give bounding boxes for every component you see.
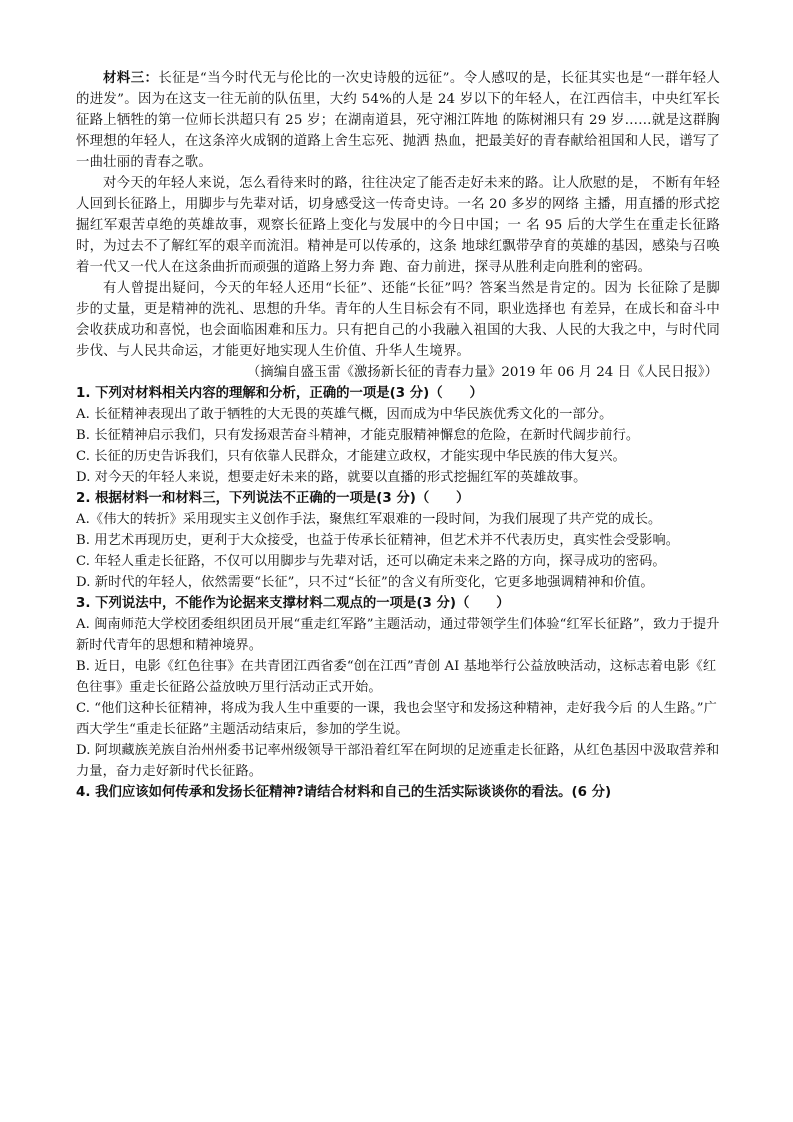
question-1 <box>76 383 720 488</box>
material3-paragraph-2: 对今天的年轻人来说，怎么看待来时的路，往往决定了能否走好未来的路。让人欣慰的是， 不断有年轻人回到长征路上，用脚步与先辈对话，切身感受这一传奇史诗。一名 20 多岁的网络 主播，用直播的形式挖掘红军艰苦卓绝的英雄故事，观察长征路上变化与发展中的今日中国；一 名 95 后的大学生在重走长征路时，为过去不了解红军的艰辛而流泪。精神是可以传承的，这条 地球红飘带孕育的英雄的基因，感染与召唤着一代又一代人在这条曲折而顽强的道路上努力奔 跑、奋力前进，探寻从胜利走向胜利的密码。 <box>76 176 720 275</box>
question-stem: 1. 下列对材料相关内容的理解和分析，正确的一项是(3 分)（ ） <box>76 386 483 401</box>
option-c: C. 长征的历史告诉我们，只有依靠人民群众，才能建立政权，才能实现中华民族的伟大复兴。 <box>76 449 626 464</box>
option-a: A. 闽南师范大学校团委组织团员开展“重走红军路”主题活动，通过带领学生们体验“红军长征路”，致力于提升新时代青年的思想和精神境界。 <box>76 617 720 653</box>
option-d: D. 阿坝藏族羌族自治州州委书记率州级领导干部沿着红军在阿坝的足迹重走长征路，从红色基因中汲取营养和力量，奋力走好新时代长征路。 <box>76 743 720 779</box>
option-c: C. “他们这种长征精神，将成为我人生中重要的一课，我也会坚守和发扬这种精神，走好我今后 的人生路。”广西大学生“重走长征路”主题活动结束后，参加的学生说。 <box>76 701 717 737</box>
question-4 <box>76 782 720 803</box>
option-b: B. 用艺术再现历史，更利于大众接受，也益于传承长征精神，但艺术并不代表历史，真实性会受影响。 <box>76 533 680 548</box>
material3-source: （摘编自盛玉雷《激扬新长征的青春力量》2019 年 06 月 24 日《人民日报》） <box>246 365 718 380</box>
material3-paragraph-3: 有人曾提出疑问，今天的年轻人还用“长征”、还能“长征”吗？答案当然是肯定的。因为 长征除了是脚步的丈量，更是精神的洗礼、思想的升华。青年的人生目标会有不同，职业选择也 有差异，在成长和奋斗中会收获成功和喜悦，也会面临困难和压力。只有把自己的小我融入祖国的大我、人民的大我之中，与时代同步伐、与人民共命运，才能更好地实现人生价值、升华人生境界。 <box>76 281 720 359</box>
material3-label: 材料三： <box>103 71 159 86</box>
question-stem: 2. 根据材料一和材料三，下列说法不正确的一项是(3 分)（ ） <box>76 491 470 506</box>
exam-page <box>76 68 720 803</box>
option-c: C. 年轻人重走长征路，不仅可以用脚步与先辈对话，还可以确定未来之路的方向，探寻成功的密码。 <box>76 554 666 569</box>
option-a: A.《伟大的转折》采用现实主义创作手法，聚焦红军艰难的一段时间，为我们展现了共产党的成长。 <box>76 512 662 527</box>
material3-paragraph-1: 材料三：长征是“当今时代无与伦比的一次史诗般的远征”。令人感叹的是，长征其实也是“一群年轻人的进发”。因为在这支一往无前的队伍里，大约 54%的人是 24 岁以下的年轻人，在江西信丰，中央红军长征路上牺牲的第一位师长洪超只有 25 岁；在湖南道县，死守湘江阵地 的陈树湘只有 29 岁……就是这群胸怀理想的年轻人，在这条淬火成钢的道路上舍生忘死、抛洒 热血，把最美好的青春献给祖国和人民，谱写了一曲壮丽的青春之歌。 <box>76 71 720 170</box>
question-2 <box>76 488 720 593</box>
option-b: B. 近日，电影《红色往事》在共青团江西省委“创在江西”青创 AI 基地举行公益放映活动，这标志着电影《红色往事》重走长征路公益放映万里行活动正式开始。 <box>76 659 717 695</box>
question-3 <box>76 593 720 782</box>
option-a: A. 长征精神表现出了敢于牺牲的大无畏的英雄气概，因而成为中华民族优秀文化的一部分。 <box>76 407 613 422</box>
option-b: B. 长征精神启示我们，只有发扬艰苦奋斗精神，才能克服精神懈怠的危险，在新时代阔步前行。 <box>76 428 640 443</box>
option-d: D. 对今天的年轻人来说，想要走好未来的路，就要以直播的形式挖掘红军的英雄故事。 <box>76 470 587 485</box>
option-d: D. 新时代的年轻人，依然需要“长征”，只不过“长征”的含义有所变化，它更多地强调精神和价值。 <box>76 575 654 590</box>
question-stem: 3. 下列说法中，不能作为论据来支撑材料二观点的一项是(3 分)（ ） <box>76 596 510 611</box>
question-stem: 4. 我们应该如何传承和发扬长征精神?请结合材料和自己的生活实际谈谈你的看法。(6 分) <box>76 785 612 800</box>
